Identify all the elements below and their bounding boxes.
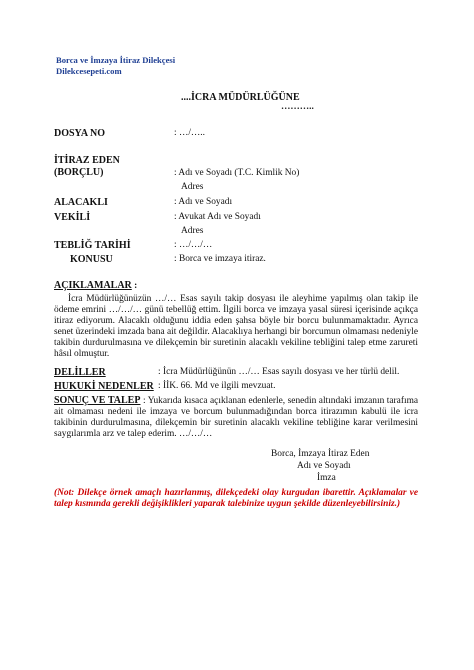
borclu-adres: Adres [181, 182, 204, 192]
deliller-label: DELİLLER [54, 367, 106, 378]
itiraz-eden-label: İTİRAZ EDEN [54, 155, 120, 166]
sonuc-text: : Yukarıda kısaca açıklanan edenlerle, senedin altındaki imzanın tarafıma ait olmaması nedeni ile imzaya ve borcum bulunmadığından borca itirazımın kabulü ile icra takibinin durdurulmasına, dilekçemin bir suretinin alacaklı vekiline tebliğine karar verilmesini saygılarımla arz ve talep ederim. …/…/… [54, 396, 419, 440]
aciklamalar-text: İcra Müdürlüğünüzün …/… Esas sayılı takip dosyası ile aleyhime yapılmış olan takip ile ödeme emrini …/…/… günü tebellüğ ettim. İlgili borca ve imzaya yasal süresi içerisinde açıkça itiraz ediyorum. Alacaklı olduğunu iddia eden şahsa böyle bir borcu bulunmamaktadır. Ayrıca senet üzerindeki imzada bana ait değildir. Alacaklıya herhangi bir borcumun olmaması nedeniyle takibin durdurulmasına ve dilekçemin bir suretinin alacaklı vekiline tebliğini talep etme zarureti hâsıl olmuştur. [54, 294, 418, 360]
aciklamalar-colon: : [134, 281, 138, 291]
vekili-value: : Avukat Adı ve Soyadı [174, 212, 261, 222]
borclu-value: : Adı ve Soyadı (T.C. Kimlik No) [174, 168, 300, 178]
signature-name: Adı ve Soyadı [297, 461, 351, 471]
teblig-value: : …/…/… [174, 240, 213, 250]
alacakli-value: : Adı ve Soyadı [174, 197, 233, 207]
konusu-value: : Borca ve imzaya itiraz. [174, 254, 266, 264]
konusu-label: KONUSU [70, 254, 113, 265]
vekili-adres: Adres [181, 226, 204, 236]
site-name: Dilekcesepeti.com [56, 66, 122, 76]
court-heading: ....İCRA MÜDÜRLÜĞÜNE [181, 92, 300, 103]
alacakli-label: ALACAKLI [54, 197, 108, 208]
dosya-label: DOSYA NO [54, 128, 106, 139]
vekili-label: VEKİLİ [54, 212, 91, 223]
sonuc-paragraph [54, 395, 418, 440]
borclu-label: (BORÇLU) [54, 167, 104, 178]
disclaimer-note: (Not: Dilekçe örnek amaçlı hazırlanmış, dilekçedeki olay kurgudan ibarettir. Açıklamalar ve talep kısmında gerekli değişiklikleri yaparak talebinize uygun şekilde düzenleyebilirsiniz.) [54, 488, 418, 510]
sonuc-label: SONUÇ VE TALEP [54, 395, 141, 406]
signature-title: Borca, İmzaya İtiraz Eden [271, 449, 370, 459]
hukuki-nedenler-label: HUKUKİ NEDENLER [54, 381, 154, 392]
aciklamalar-heading [54, 280, 137, 292]
aciklamalar-label: AÇIKLAMALAR [54, 280, 132, 291]
teblig-label: TEBLİĞ TARİHİ [54, 240, 131, 251]
hukuki-nedenler-value: : İİK. 66. Md ve ilgili mevzuat. [158, 381, 276, 391]
deliller-value: : İcra Müdürlüğünün …/… Esas sayılı dosyası ve her türlü delil. [158, 367, 400, 377]
court-dots: ……….. [281, 102, 314, 112]
dosya-value: : …/….. [174, 128, 205, 138]
document-title-line: Borca ve İmzaya İtiraz Dilekçesi [56, 55, 176, 65]
signature-imza: İmza [317, 473, 336, 483]
